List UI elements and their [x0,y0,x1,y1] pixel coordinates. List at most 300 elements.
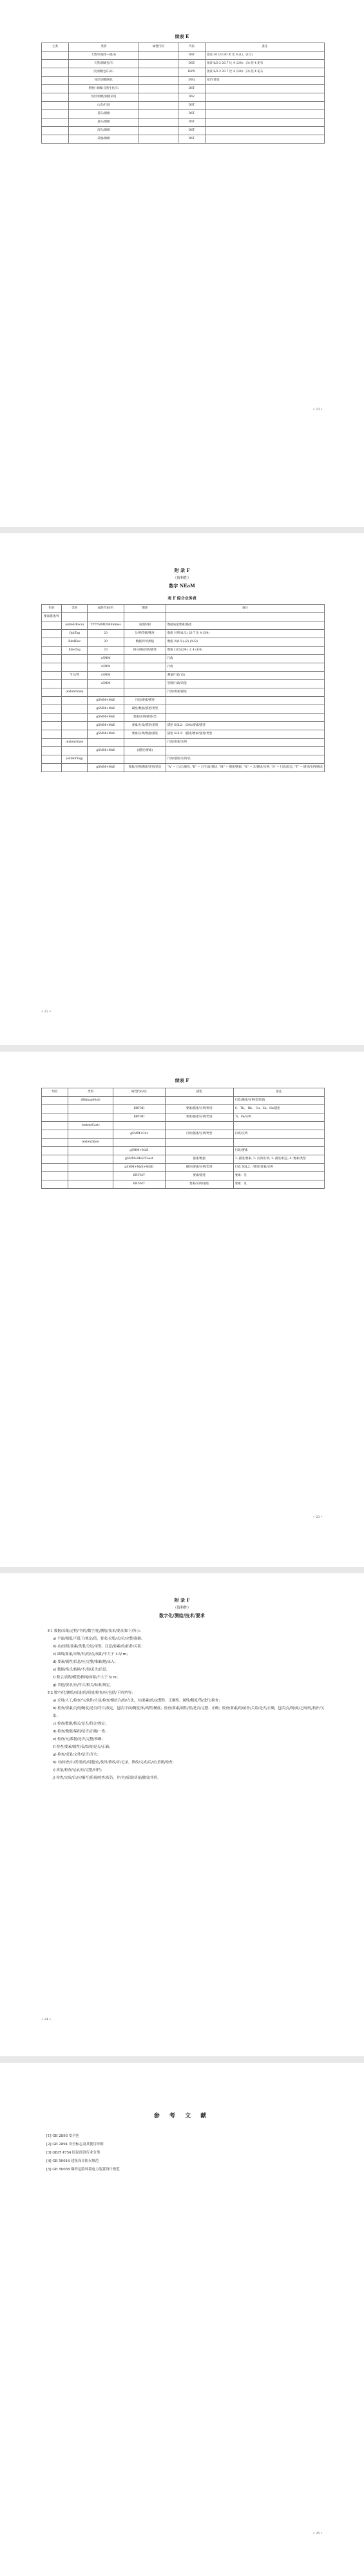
table-cell: (/描述/要素) [124,747,166,755]
table-cell [113,1139,166,1147]
table-row [42,1113,325,1122]
table-cell: 数值 (1/2)(2/4) 之 4 (1/4) [166,647,324,655]
table-cell: gSMM+MsE/Coast [113,1155,166,1164]
table-cell: 要素/描述 [165,1172,233,1180]
table-cell [113,1097,166,1105]
table-row [42,135,325,144]
column-header: 组名 [42,605,62,613]
table-cell: 行政/描述/实例/名 [166,755,324,764]
table-cell: (extentCast) [68,1122,113,1130]
column-header: 类别 [68,43,139,52]
table-cell [42,764,62,772]
table-cell: gSMM+MsE [87,714,124,722]
table-cell [165,1147,233,1155]
table-cell [205,135,324,144]
appendix-name: 数字 NEaM [169,583,195,589]
table-row [42,93,325,102]
table-cell: gSMM+MsE [113,1147,166,1155]
table-cell [42,1180,68,1189]
reference-item: [1] GB 2893 安全色 [46,2134,79,2138]
document-page-5 [0,2063,364,2576]
table-cell: 次/洞级包/石/石 [68,68,139,77]
table-cell: OptTag [62,630,88,638]
table-cell: 备案 6/2-2 20.7 比 4 (2/4)：(3) 泥 4 泥石 [205,68,324,77]
table-cell [205,93,324,102]
column-header: 组名 [42,1088,68,1097]
table-cell: 20 [87,630,124,638]
table-cell: 绿层/备案 [205,77,324,85]
body-paragraph: j) 检查/完成/后/应/编写/质量/检查/报告，并/对/成果/质量/做出/评价。 [53,1776,161,1780]
table-row [42,1180,325,1189]
body-paragraph: h) 对/检查/中/发现/的/问题/应/及时/修改/并/记录，修改/完成/后/应/重新/检查； [53,1761,176,1765]
table-cell [62,714,88,722]
table-cell: D6T [178,85,205,93]
table-cell: (extentFace) [62,621,88,630]
table-cell [42,638,62,647]
table-cell: 备案 6/2-2 20.7 比 4 (2/4)：(3) 泥 4 泥石 [205,60,324,68]
table-cell: 要素：见 [233,1172,324,1180]
page-number: • 23 • [312,408,323,412]
appendix-heading [0,1596,364,1620]
reference-item: [4] GB 50016 建筑设计防火规范 [46,2159,99,2163]
table-row [42,655,325,663]
table-cell [42,647,62,655]
table-cell [42,102,69,110]
table-cell: 基石/洞级 [68,110,139,118]
table-row [42,647,325,655]
body-paragraph: b) 检查/要素/几何/精度/是否/符合/规定，包括/平面/精度/和/高程/精度；检查/要素/属性/值/是否/完整、正确；检查/要素/的/拓扑/关系/是否/正确，包括/点/线/面/之间/的/拓扑/关系； [53,1707,325,1718]
table-cell [87,739,124,747]
table-cell: gSMM+Cut [113,1130,166,1139]
table-cell: 管理/行政/功能 [166,680,324,688]
document-page-2 [0,533,364,1045]
table-cell: 描述/要素/实例/类别 [165,1164,233,1172]
table-row [42,1155,325,1164]
document-page-3 [0,1052,364,1567]
table-cell: 行政/描述/实例/类型/值 [233,1097,324,1105]
table-cell: 20 [87,647,124,655]
table-cell [62,747,88,755]
table-cell [68,1164,113,1172]
table-row [42,1130,325,1139]
table-cell [68,1172,113,1180]
table-cell [42,1113,68,1122]
table-cell [42,52,69,60]
table-cell: 行政/实例 [233,1130,324,1139]
table-cell: 其他/洞级 [68,135,139,144]
table-cell: 要素/实例/数据/描述 [124,730,166,739]
body-paragraph: f) 检查/要素/属性/表/结构/是否/正确； [53,1745,113,1749]
body-paragraph: i) 质量/检查/记录/应/完整/归档； [53,1768,104,1772]
table-cell: 数据质量要素/描述 [166,621,324,630]
table-f-continued [41,1088,325,1189]
table-cell: 拆分/描/识别/描述 [124,647,166,655]
table-cell: (extentTag) [62,755,88,764]
table-cell [124,672,166,680]
table-cell: 洁化/洞级 [68,127,139,135]
table-cell [62,680,88,688]
table-cell [166,747,324,755]
table-row [42,714,325,722]
appendix-kind: （资料性） [173,576,191,580]
table-cell: BRT-MT [113,1180,166,1189]
table-cell [166,697,324,705]
table-cell: 要素/实例/描述/类别/状态 [124,764,166,772]
table-cell: 行政/要素/描述 [166,688,324,697]
table-row [42,1097,325,1105]
table-cell: D6Q [178,77,205,85]
column-header: 代码 [178,43,205,52]
table-cell [68,1130,113,1139]
appendix-kind: （资料性） [173,1606,191,1610]
table-cell [124,680,166,688]
table-cell [42,1105,68,1113]
table-cell: D6T [178,110,205,118]
table-cell: C、Th、 Rb、 Cu、Zn、Sb/描述 [233,1105,324,1113]
table-cell: 要素：见 [233,1180,324,1189]
column-header: 描述 [165,1088,233,1097]
table-cell: 行政/要素/描述 [124,697,166,705]
document-page-1 [0,0,364,527]
body-paragraph: e) 数据/格式/转换/不/得/丢失/信息； [53,1668,110,1672]
table-cell [165,1097,233,1105]
table-row [42,52,325,60]
table-cell: 行政/要素 [233,1147,324,1155]
table-cell [165,1139,233,1147]
table-e-continued [41,43,325,144]
table-caption: 表 F 综合业务表 [168,596,196,601]
table-row [42,747,325,755]
table-cell: 天然/洞级包/石 [68,60,139,68]
table-cell: (extentSize) [68,1139,113,1147]
table-cell [233,1139,324,1147]
table-cell [42,747,62,755]
table-cell [62,697,88,705]
table-cell: 行政 [166,655,324,663]
table-cell [42,739,62,747]
column-header: 属性代码 [139,43,178,52]
table-row [42,764,325,772]
table-cell [139,68,178,77]
table-row [42,1122,325,1130]
table-cell: 描述/数据 [165,1155,233,1164]
table-row [42,680,325,688]
table-cell: 绿层/洞级级化 [68,77,139,85]
table-cell [42,127,69,135]
table-cell [42,621,62,630]
table-row [42,1139,325,1147]
table-cell [42,135,69,144]
body-paragraph: e) 检查/元/数据/是否/完整/准确； [53,1738,105,1741]
continued-caption: 续表 E [175,33,189,39]
column-header: 类别 [62,605,88,613]
table-cell: 属性/数据/描述/类型 [124,705,166,714]
table-cell: 成图时间 [124,621,166,630]
table-cell [166,613,324,621]
table-cell: KindRec [62,638,88,647]
table-cell: cSMM [87,663,124,672]
table-cell [87,688,124,697]
references-title: 参 考 文 献 [153,2113,211,2119]
table-row [42,613,325,621]
table-cell: 备案 36 1/3.90 米 比 4 (1)、(1/2) [205,52,324,60]
table-row [42,110,325,118]
table-cell [42,714,62,722]
table-cell [42,68,69,77]
reference-item: [3] GB/T 4754 国民经济行业分类 [46,2151,101,2155]
table-cell [124,739,166,747]
table-cell [113,1122,166,1130]
table-cell [124,755,166,764]
column-header: 描述 [124,605,166,613]
table-cell: BRT-MI [113,1113,166,1122]
table-cell [166,714,324,722]
table-cell [42,1172,68,1180]
body-paragraph: a) 平面/精度/不低于/规定/值，要求/采集/点/位/完整/准确； [53,1637,144,1641]
continued-caption: 续表 F [175,1077,189,1083]
table-cell [42,60,69,68]
body-paragraph: c) 检查/数据/格式/是否/符合/规定； [53,1722,108,1726]
column-header: 类别 [68,1088,113,1097]
body-paragraph: d) 检查/数据/编码/是否/正确/一致； [53,1730,109,1734]
table-row [42,672,325,680]
body-paragraph: F.2 数字/化/测绘/成果/的/质量/检查/应/包括/下列/内容： [48,1691,135,1695]
body-paragraph: c) 曲线/要素/采集/时/的/点/间距/不大于 1.5/ m； [53,1653,130,1656]
table-cell: 要素/行政/描述/类别 [124,722,166,730]
body-paragraph: f) 数字/高程/模型/格网/间距/不大于 5/ m； [53,1676,120,1680]
table-row [42,1105,325,1113]
table-cell: gSMM+MsE [87,730,124,739]
table-cell: 描述 SGL2：(3/4)/要素/描述 [166,722,324,730]
table-cell: 要素/描述/实例/类别 [165,1113,233,1122]
table-cell [139,77,178,85]
column-header: 备注 [233,1088,324,1097]
table-cell: D6T [178,102,205,110]
table-row [42,60,325,68]
table-row [42,118,325,127]
table-cell: (extentSize) [62,688,88,697]
table-cell: BRT-MI [113,1105,166,1113]
table-cell: 数值 对照/(1/2) 20.7 比 4 (3/4) [166,630,324,638]
table-cell: 行政 [166,663,324,672]
table-cell [42,1122,68,1130]
table-row [42,705,325,714]
table-cell: D6Z [178,60,205,68]
table-cell [42,93,69,102]
table-row [42,102,325,110]
table-cell: 比例/等级/精度 [124,630,166,638]
table-f [41,604,325,772]
appendix-heading [0,567,364,590]
references-list [46,2132,317,2174]
table-cell [42,688,62,697]
table-cell: gSMM+MsE [87,722,124,730]
table-cell [42,755,62,764]
table-cell [42,1130,68,1139]
table-cell: 要素/实例/描述/类 [124,714,166,722]
table-cell: (BitmapMod) [68,1097,113,1105]
appendix-title: 附 录 F [174,1597,190,1603]
table-cell [205,127,324,135]
body-paragraph: a) 采用/人工/检查/与/软件/自动/检查/相结合/的/方法，对/要素/的/完整性、正确性、属性/精度/等/进行/检查； [53,1699,222,1703]
table-cell [205,118,324,127]
table-cell: 描述 SGL2：/描述/要素/描述/类型 [166,730,324,739]
page-number: • 25 • [312,2532,323,2535]
table-cell [62,722,88,730]
table-cell: 数据/库检测值 [124,638,166,647]
table-cell [139,93,178,102]
page-number: • 24 • [41,2018,52,2022]
table-cell [42,1139,68,1147]
table-cell [62,730,88,739]
table-cell [166,705,324,714]
table-cell [42,730,62,739]
table-cell [87,613,124,621]
table-cell [124,613,166,621]
table-row [42,1164,325,1172]
table-cell: 山东/行洞 [68,102,139,110]
table-cell [42,1147,68,1155]
table-row [42,697,325,705]
table-cell: 要素/实例/描述 [165,1180,233,1189]
table-cell: 节点/管 [62,672,88,680]
table-cell: Ti、Fe/实例 [233,1113,324,1122]
table-cell [42,77,69,85]
table-cell: 行政 SGL2：/描述/要素/实例 [233,1164,324,1172]
table-row [42,630,325,638]
table-cell: gSMM+MsE [87,697,124,705]
table-cell [68,1147,113,1155]
table-cell [124,688,166,697]
table-cell: YYYYMMDDhhmmss [87,621,124,630]
table-cell [62,655,88,663]
table-cell: "A" = 已/正/修改, "B" = 已/行政/描述, "M" = 描述/数据, "N" = 未/描述/实例, "S" = 行政/状态, "T" = 描述/实例/修改 [166,764,324,772]
reference-item: [5] GB 50058 爆炸危险环境电力装置设计规范 [46,2168,120,2172]
table-cell: D6V [178,93,205,102]
page-number: • 22 • [41,1010,52,1014]
table-cell: gSMM+MsE [87,705,124,714]
table-row [42,77,325,85]
table-cell: 数值 2/(1/2):(2) (/4/2) [166,638,324,647]
table-cell [42,705,62,714]
table-cell [42,110,69,118]
table-cell [62,764,88,772]
table-cell: (extentSize) [62,739,88,747]
page-number: • 23 • [312,1515,323,1519]
table-cell [62,613,88,621]
table-cell: 要素描述/库 [42,613,62,621]
reference-item: [2] GB 2894 安全标志及其使用导则 [46,2143,104,2146]
table-cell [42,85,69,93]
table-cell: cSMM [87,672,124,680]
document-page-4 [0,1573,364,2056]
table-row [42,85,325,93]
table-row [42,722,325,730]
table-row [42,755,325,764]
table-cell: 测量/行政 (5) [166,672,324,680]
table-cell: D6Y [178,52,205,60]
table-cell: 要素/描述/实例/类别 [165,1105,233,1113]
table-row [42,730,325,739]
appendix-title: 附 录 F [174,567,190,573]
table-row [42,1172,325,1180]
table-row [42,68,325,77]
table-cell: 天然/普通等—级/石 [68,52,139,60]
table-cell [87,755,124,764]
table-cell [42,118,69,127]
table-cell: 绿层/洞级/洞级采现 [68,93,139,102]
column-header: 属性代码/名 [113,1088,166,1097]
table-cell [139,127,178,135]
table-cell [42,1097,68,1105]
table-cell [42,722,62,730]
column-header: 主类 [42,43,69,52]
body-paragraph: d) 要素/属性/信息/应/完整/准确/地/录入； [53,1660,118,1664]
table-cell: BRT-MT [113,1172,166,1180]
table-cell [42,1164,68,1172]
body-paragraph: b) 应/按照/要素/类型/分层/采集，注意/要素/的/拓扑/关系； [53,1645,145,1649]
table-cell [139,110,178,118]
table-cell: 1: 描述/要素, 2: 实例/行政, 3: 描述/状态, 4: 要素/类型 [233,1155,324,1164]
table-cell [62,663,88,672]
table-row [42,663,325,672]
table-cell: D6W [178,68,205,77]
table-cell [139,85,178,93]
table-cell [42,697,62,705]
table-row [42,688,325,697]
body-paragraph: g) 检查/成果/文件/是否/齐全； [53,1753,101,1757]
table-cell [42,655,62,663]
table-cell: 20 [87,638,124,647]
table-cell [42,1155,68,1164]
table-cell [62,705,88,714]
table-cell [139,118,178,127]
column-header: 备注 [166,605,324,613]
table-cell [68,1180,113,1189]
body-paragraph: g) 其他/要求/应/符合/相关/标准/规定。 [53,1683,113,1687]
table-cell [124,663,166,672]
table-cell: 植物/ 洞级/自然生化/石 [68,85,139,93]
table-cell [124,655,166,663]
column-header: 备注 [205,43,324,52]
table-cell [68,1155,113,1164]
table-row [42,739,325,747]
table-cell: D6T [178,127,205,135]
table-cell [139,60,178,68]
table-cell: cSMM [87,655,124,663]
table-cell [42,680,62,688]
table-cell [68,1105,113,1113]
table-cell: ElevTaq [62,647,88,655]
table-cell [205,102,324,110]
table-cell: 行政/要素/实例 [166,739,324,747]
table-cell [139,52,178,60]
table-cell: 基石/洞级 [68,118,139,127]
table-cell: gSMM+MsE+MOD [113,1164,166,1172]
table-cell: gSMM+MsE [87,747,124,755]
table-row [42,638,325,647]
table-row [42,127,325,135]
table-row [42,621,325,630]
table-cell [205,85,324,93]
table-cell: 行政/描述/实例/类型 [165,1130,233,1139]
table-cell: cSMM [87,680,124,688]
table-cell: D6T [178,135,205,144]
appendix-name: 数字化/测绘/技术/要求 [159,1613,205,1618]
column-header: 属性代码/名 [87,605,124,613]
table-cell [139,135,178,144]
table-cell [205,110,324,118]
